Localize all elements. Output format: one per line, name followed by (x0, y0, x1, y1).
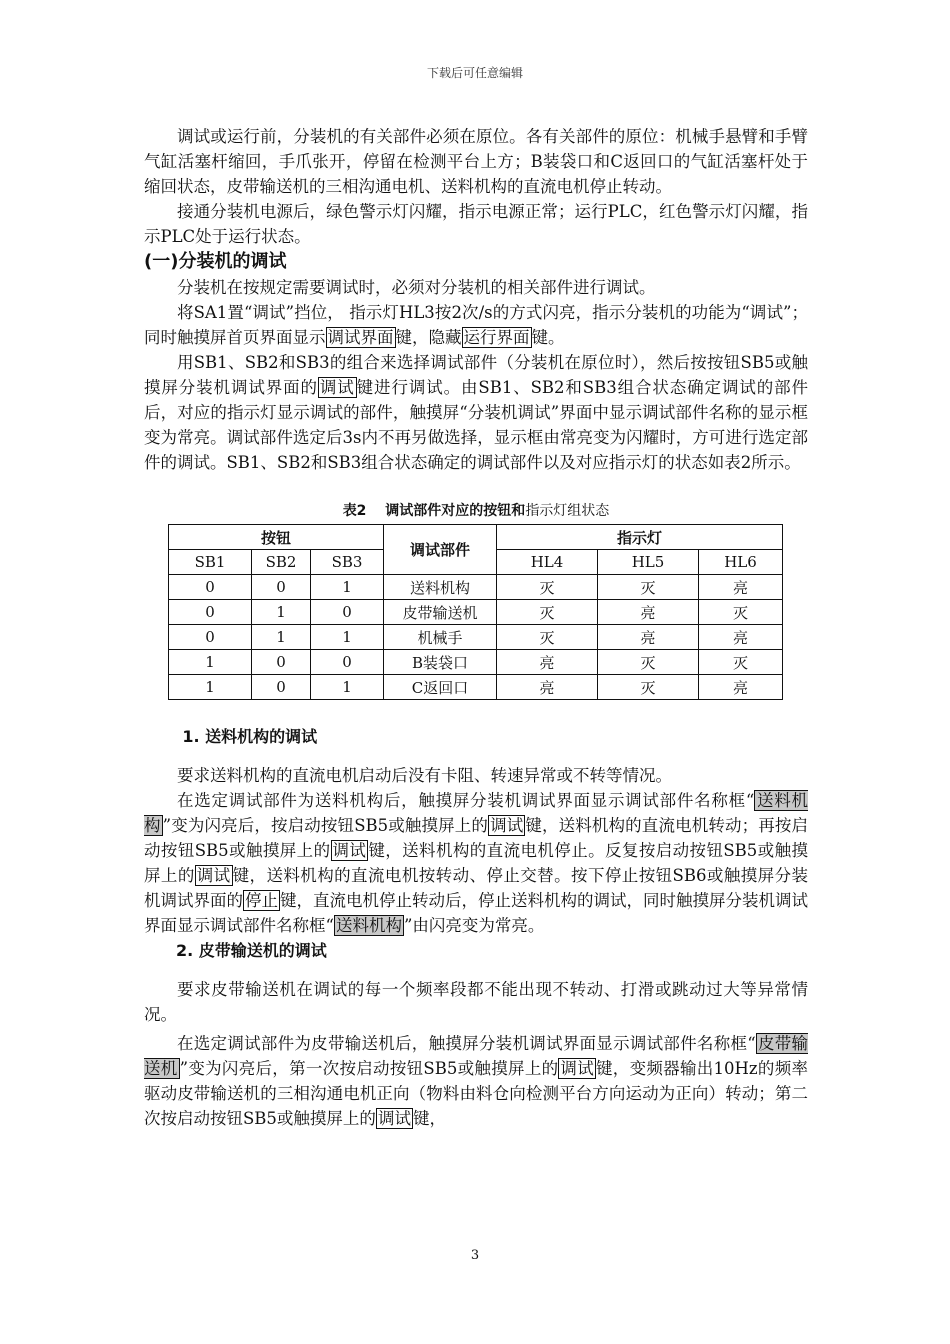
table-cell: 0 (252, 675, 311, 700)
paragraph: 调试或运行前，分装机的有关部件必须在原位。各有关部件的原位：机械手悬臂和手臂气缸活塞杆缩回，手爪张开，停留在检测平台上方；B装袋口和C返回口的气缸活塞杆处于缩回状态，皮带输送机的三相沟通电机、送料机构的直流电机停止转动。 (144, 127, 808, 196)
key-debug-interface: 调试界面 (327, 328, 394, 347)
table-cell: 亮 (598, 625, 699, 650)
table-col-header: HL6 (699, 550, 783, 575)
table-cell: B装袋口 (384, 650, 497, 675)
table-cell: 亮 (598, 600, 699, 625)
key-debug: 调试 (377, 1109, 411, 1128)
table-cell: 亮 (497, 650, 598, 675)
table-col-header: HL5 (598, 550, 699, 575)
paragraph: 在选定调试部件为皮带输送机后，触摸屏分装机调试界面显示调试部件名称框“ 皮带输送机 ”变为闪亮后，第一次按启动按钮SB5或触摸屏上的 调试 键，变频器输出10Hz的频率驱动皮带输送机的三相沟通电机正向（物料由料仓向检测平台方向运动为正向）转动；第二次按启动按钮SB5或触摸屏上的 调试 键， (144, 1034, 809, 1128)
table-cell: 皮带输送机 (384, 600, 497, 625)
paragraph: 要求皮带输送机在调试的每一个频率段都不能出现不转动、打滑或跳动过大等异常情况。 (144, 980, 808, 1024)
table-cell: 灭 (699, 600, 783, 625)
table-cell: 1 (169, 675, 252, 700)
key-run-interface: 运行界面 (463, 328, 530, 347)
table-row (169, 650, 783, 675)
paragraph: 要求送料机构的直流电机启动后没有卡阻、转速异常或不转等情况。 (177, 766, 672, 785)
name-frame-feeder: 送料机构 (335, 916, 402, 935)
page-header: 下载后可任意编辑 (426, 66, 523, 80)
table-row (169, 675, 783, 700)
table-cell: 0 (169, 575, 252, 600)
paragraph: 接通分装机电源后，绿色警示灯闪耀，指示电源正常；运行PLC，红色警示灯闪耀，指示PLC处于运行状态。 (144, 202, 808, 246)
table-cell: 灭 (598, 575, 699, 600)
table-cell: 1 (311, 575, 384, 600)
table-caption: 表2 调试部件对应的按钮和指示灯组状态 (342, 503, 610, 519)
table-cell: 0 (311, 650, 384, 675)
table-cell: 1 (252, 625, 311, 650)
subsection-title: 2. 皮带输送机的调试 (176, 941, 327, 960)
table-cell: 机械手 (384, 625, 497, 650)
table-cell: 亮 (699, 625, 783, 650)
document-body (144, 124, 808, 1131)
paragraph: 分装机在按规定需要调试时，必须对分装机的相关部件进行调试。 (177, 278, 656, 297)
table-cell: 灭 (497, 625, 598, 650)
table-cell: 亮 (497, 675, 598, 700)
key-debug: 调试 (332, 841, 367, 860)
table-row (169, 575, 783, 600)
table-row (169, 600, 783, 625)
table-cell: 灭 (497, 575, 598, 600)
table-cell: 灭 (699, 650, 783, 675)
name-frame-conveyor: 皮带输送机 (144, 1034, 809, 1078)
table-cell: 1 (311, 675, 384, 700)
table-cell: 0 (311, 600, 384, 625)
paragraph: 将SA1置“调试”挡位， 指示灯HL3按2次/s的方式闪亮，指示分装机的功能为“调试”；同时触摸屏首页界面显示 调试界面 键，隐藏 运行界面 键。 (144, 303, 808, 347)
subsection-title: 1. 送料机构的调试 (182, 727, 318, 746)
key-debug: 调试 (560, 1059, 594, 1078)
table-col-header: SB2 (252, 550, 311, 575)
table-cell: 1 (169, 650, 252, 675)
key-debug: 调试 (319, 378, 355, 397)
table-cell: 0 (252, 575, 311, 600)
table-row (169, 625, 783, 650)
name-frame-feeder: 送料机构 (144, 791, 809, 835)
page-number: 3 (470, 1248, 480, 1263)
table-cell: 灭 (598, 675, 699, 700)
table-cell: 亮 (699, 675, 783, 700)
table-cell: 送料机构 (384, 575, 497, 600)
paragraph: 在选定调试部件为送料机构后，触摸屏分装机调试界面显示调试部件名称框“ 送料机构 ”变为闪亮后，按启动按钮SB5或触摸屏上的 调试 键，送料机构的直流电机转动；再按启动按钮SB5或触摸屏上的 调试 键，送料机构的直流电机停止。反复按启动按钮SB5或触摸屏上的 调试 键，送料机构的直流电机按转动、停止交替。按下停止按钮SB6或触摸屏分装机调试界面的 停止 键，直流电机停止转动后，停止送料机构的调试，同时触摸屏分装机调试界面显示调试部件名称框“ 送料机构 ”由闪亮变为常亮。 (144, 791, 809, 935)
table-group-header: 调试部件 (384, 525, 497, 575)
table-col-header: SB1 (169, 550, 252, 575)
table-cell: 0 (169, 625, 252, 650)
table-cell: 1 (311, 625, 384, 650)
key-stop: 停止 (245, 891, 278, 910)
table-group-header: 指示灯 (497, 525, 783, 550)
table-group-header: 按钮 (169, 525, 384, 550)
table-cell: 灭 (497, 600, 598, 625)
section-title: (一)分装机的调试 (144, 251, 287, 272)
table-col-header: SB3 (311, 550, 384, 575)
debug-table (168, 524, 783, 700)
table-cell: 灭 (598, 650, 699, 675)
key-debug: 调试 (490, 816, 524, 835)
table-cell: 1 (252, 600, 311, 625)
key-debug: 调试 (196, 866, 231, 885)
table-cell: 亮 (699, 575, 783, 600)
table-cell: 0 (169, 600, 252, 625)
paragraph: 用SB1、SB2和SB3的组合来选择调试部件（分装机在原位时），然后按按钮SB5或触摸屏分装机调试界面的 调试 键进行调试。由SB1、SB2和SB3组合状态确定调试的部件后，对应的指示灯显示调试的部件，触摸屏“分装机调试”界面中显示调试部件名称的显示框变为常亮。调试部件选定后3s内不再另做选择，显示框由常亮变为闪耀时，方可进行选定部件的调试。SB1、SB2和SB3组合状态确定的调试部件以及对应指示灯的状态如表2所示。 (144, 353, 809, 472)
table-col-header: HL4 (497, 550, 598, 575)
table-cell: C返回口 (384, 675, 497, 700)
table-cell: 0 (252, 650, 311, 675)
